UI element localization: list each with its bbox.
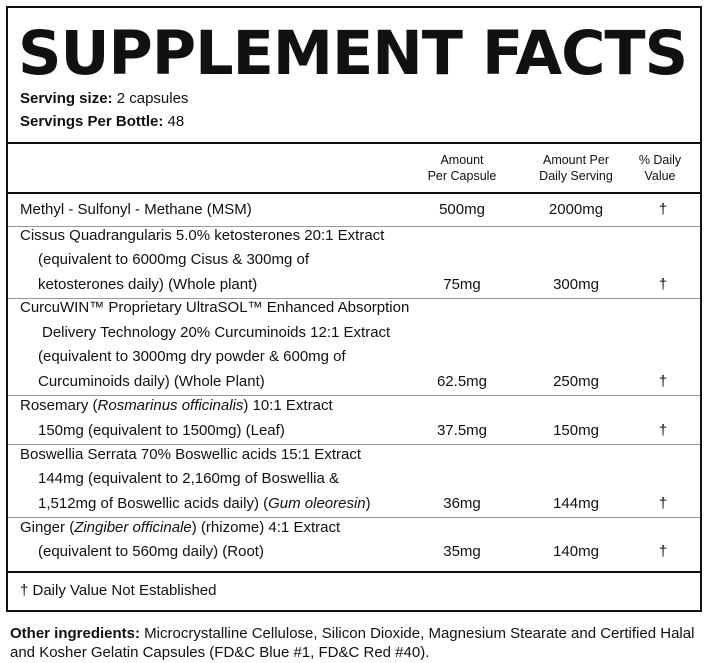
per-daily-value: 2000mg bbox=[548, 201, 604, 218]
per-capsule-value: 35mg bbox=[443, 543, 481, 560]
ingredient-line: 1,512mg of Boswellic acids daily) (Gum oleoresin) bbox=[38, 495, 371, 512]
daily-value-dagger: † bbox=[658, 543, 668, 560]
daily-value-dagger: † bbox=[658, 373, 668, 390]
thick-divider-bottom bbox=[8, 571, 700, 573]
per-capsule-value: 62.5mg bbox=[436, 373, 488, 390]
daily-value-dagger: † bbox=[658, 201, 668, 218]
per-daily-value: 144mg bbox=[553, 495, 599, 512]
ingredient-line: 150mg (equivalent to 1500mg) (Leaf) bbox=[38, 422, 285, 439]
per-daily-value: 140mg bbox=[553, 543, 599, 560]
per-daily-value: 300mg bbox=[553, 276, 599, 293]
supplement-facts-panel bbox=[6, 6, 702, 612]
per-capsule-value: 500mg bbox=[439, 201, 485, 218]
thick-divider-header bbox=[8, 192, 700, 194]
ingredient-line: CurcuWIN™ Proprietary UltraSOL™ Enhanced Absorption bbox=[20, 299, 410, 316]
daily-value-dagger: † bbox=[658, 495, 668, 512]
per-daily-value: 250mg bbox=[553, 373, 599, 390]
ingredient-line: Cissus Quadrangularis 5.0% ketosterones 20:1 Extract bbox=[20, 227, 385, 244]
ingredient-line: Delivery Technology 20% Curcuminoids 12:1 Extract bbox=[42, 324, 391, 341]
per-daily-value: 150mg bbox=[553, 422, 599, 439]
ingredient-line: Rosemary (Rosmarinus officinalis) 10:1 Extract bbox=[20, 397, 333, 414]
per-capsule-value: 37.5mg bbox=[436, 422, 488, 439]
ingredient-line: Curcuminoids daily) (Whole Plant) bbox=[38, 373, 265, 390]
per-capsule-value: 36mg bbox=[443, 495, 481, 512]
ingredient-line: ketosterones daily) (Whole plant) bbox=[38, 276, 258, 293]
daily-value-dagger: † bbox=[658, 422, 668, 439]
servings-per-bottle bbox=[20, 113, 184, 131]
serving-size bbox=[20, 90, 188, 108]
ingredient-line: (equivalent to 560mg daily) (Root) bbox=[38, 543, 264, 560]
daily-value-footnote: † Daily Value Not Established bbox=[20, 582, 217, 599]
serving-size-value: 2 capsules bbox=[116, 90, 189, 107]
header-per-daily: Amount Per Daily Serving bbox=[539, 153, 613, 183]
panel-title: SUPPLEMENT FACTS bbox=[18, 18, 688, 89]
per-capsule-value: 75mg bbox=[443, 276, 481, 293]
ingredient-line: 144mg (equivalent to 2,160mg of Boswellia & bbox=[38, 470, 340, 487]
other-ingredients bbox=[10, 624, 700, 662]
other-ingredients-label: Other ingredients: bbox=[10, 625, 141, 642]
serving-size-label: Serving size: bbox=[20, 90, 113, 107]
other-ingredients-text: Microcrystalline Cellulose, Silicon Dioxide, Magnesium Stearate and Certified Halal and Kosher Gelatin Capsules (FD&C Blue #1, FD&C Red #40). bbox=[10, 625, 695, 661]
ingredient-line: Methyl - Sulfonyl - Methane (MSM) bbox=[20, 201, 252, 218]
ingredient-line: Boswellia Serrata 70% Boswellic acids 15:1 Extract bbox=[20, 446, 361, 463]
servings-per-bottle-label: Servings Per Bottle: bbox=[20, 113, 164, 130]
ingredient-line: (equivalent to 6000mg Cisus & 300mg of bbox=[38, 251, 309, 268]
ingredient-line: (equivalent to 3000mg dry powder & 600mg of bbox=[38, 348, 346, 365]
daily-value-dagger: † bbox=[658, 276, 668, 293]
header-daily-value: % Daily Value bbox=[638, 153, 682, 183]
thick-divider-top bbox=[8, 142, 700, 144]
servings-per-bottle-value: 48 bbox=[167, 113, 185, 130]
header-per-capsule: Amount Per Capsule bbox=[427, 153, 497, 183]
ingredient-line: Ginger (Zingiber officinale) (rhizome) 4:1 Extract bbox=[20, 519, 341, 536]
